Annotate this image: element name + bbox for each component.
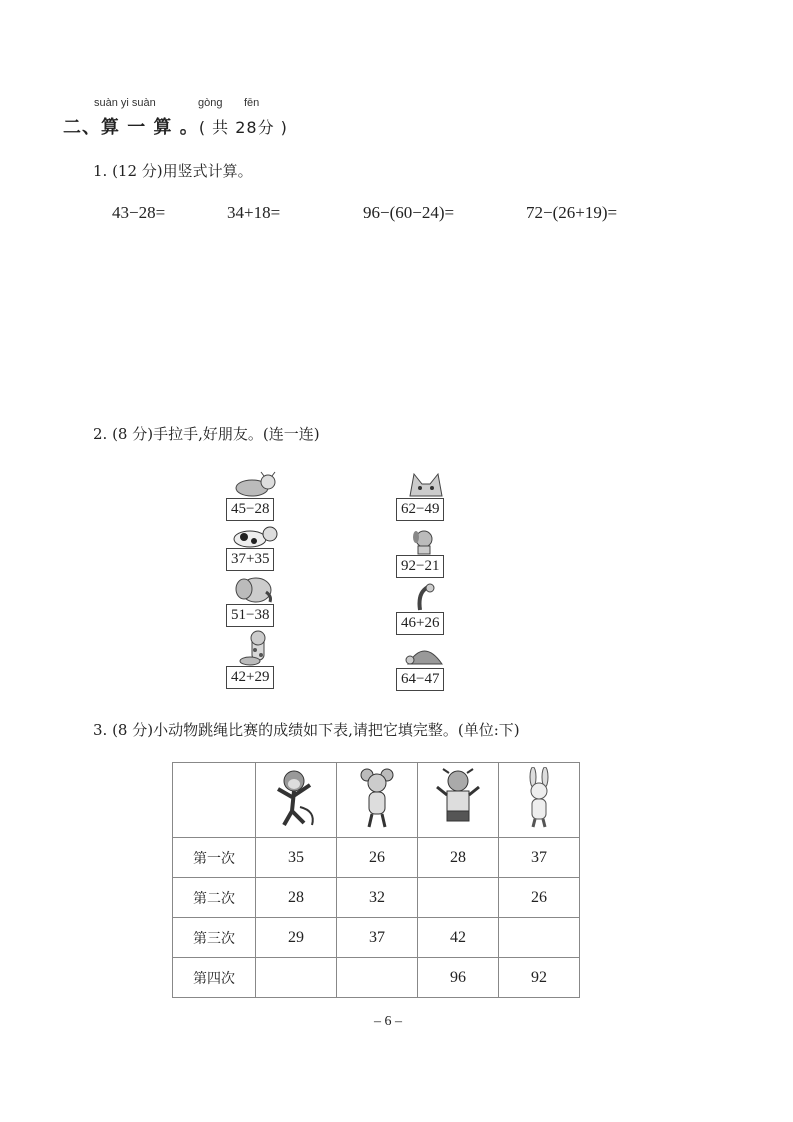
fox-icon: [400, 470, 450, 498]
expr-right-3: 46+26: [396, 612, 444, 635]
cell-1-2: 26: [337, 838, 418, 878]
cell-4-4: 92: [499, 958, 580, 998]
expr-left-4: 42+29: [226, 666, 274, 689]
cell-4-3: 96: [418, 958, 499, 998]
expr-left-1: 45−28: [226, 498, 274, 521]
turtle-icon: [400, 640, 450, 668]
section-heading: [63, 113, 288, 139]
elephant-icon: [230, 576, 280, 604]
match-card-right-2[interactable]: [396, 527, 500, 578]
row-head-3: 第三次: [173, 918, 256, 958]
cell-3-3: 42: [418, 918, 499, 958]
cow-icon: [433, 767, 483, 829]
section-points: ( 共 28分 ): [198, 118, 288, 137]
q3-label: 3. (8 分)小动物跳绳比赛的成绩如下表,请把它填完整。(单位:下): [93, 721, 520, 739]
q1-expr-1: 43−28=: [112, 203, 166, 222]
expr-left-3: 51−38: [226, 604, 274, 627]
table-head-monkey: [256, 763, 337, 838]
section-prefix: 二、: [63, 117, 101, 138]
expr-right-1: 62−49: [396, 498, 444, 521]
match-card-right-4[interactable]: [396, 640, 500, 691]
expr-left-2: 37+35: [226, 548, 274, 571]
q1-expr-2: 34+18=: [227, 203, 281, 222]
cell-3-1: 29: [256, 918, 337, 958]
match-card-right-3[interactable]: [396, 580, 500, 635]
table-row: [173, 878, 580, 918]
row-head-2: 第二次: [173, 878, 256, 918]
cell-4-2[interactable]: [337, 958, 418, 998]
page-number: – 6 –: [374, 1014, 402, 1029]
spotted-cow-icon: [230, 524, 280, 548]
monkey-icon: [270, 767, 322, 829]
pinyin-fen: fēn: [244, 97, 260, 109]
cell-1-4: 37: [499, 838, 580, 878]
expr-right-4: 64−47: [396, 668, 444, 691]
q1-expr-4: 72−(26+19)=: [526, 203, 618, 222]
dog-icon: [400, 527, 450, 555]
q1-expr-3: 96−(60−24)=: [363, 203, 455, 222]
cell-1-3: 28: [418, 838, 499, 878]
match-card-right-1[interactable]: [396, 470, 500, 521]
pinyin-gong: gòng: [198, 97, 223, 109]
table-head-rabbit: [499, 763, 580, 838]
row-head-4: 第四次: [173, 958, 256, 998]
cell-2-4: 26: [499, 878, 580, 918]
mouse-icon: [357, 767, 397, 829]
cow-icon: [230, 470, 280, 498]
cell-2-1: 28: [256, 878, 337, 918]
pinyin-suan-yi-suan: suàn yi suàn: [94, 97, 156, 109]
match-card-left-4[interactable]: [226, 630, 330, 689]
table-row: [173, 958, 580, 998]
table-corner-cell: [173, 763, 256, 838]
cell-4-1[interactable]: [256, 958, 337, 998]
match-card-left-3[interactable]: [226, 576, 330, 627]
table-row: [173, 838, 580, 878]
cell-3-2: 37: [337, 918, 418, 958]
table-header-row: [173, 763, 580, 838]
q2-label: 2. (8 分)手拉手,好朋友。(连一连): [93, 425, 320, 443]
cell-1-1: 35: [256, 838, 337, 878]
giraffe-icon: [230, 630, 280, 666]
table-row: [173, 918, 580, 958]
cell-3-4[interactable]: [499, 918, 580, 958]
dinosaur-icon: [400, 580, 450, 612]
match-card-left-2[interactable]: [226, 524, 330, 571]
cell-2-3[interactable]: [418, 878, 499, 918]
section-title: 算 一 算 。: [101, 117, 199, 138]
cell-2-2: 32: [337, 878, 418, 918]
q1-label: 1. (12 分)用竖式计算。: [93, 162, 253, 180]
table-head-mouse: [337, 763, 418, 838]
row-head-1: 第一次: [173, 838, 256, 878]
expr-right-2: 92−21: [396, 555, 444, 578]
rabbit-icon: [519, 767, 559, 829]
table-head-cow: [418, 763, 499, 838]
match-card-left-1[interactable]: [226, 470, 330, 521]
score-table: [172, 762, 580, 998]
